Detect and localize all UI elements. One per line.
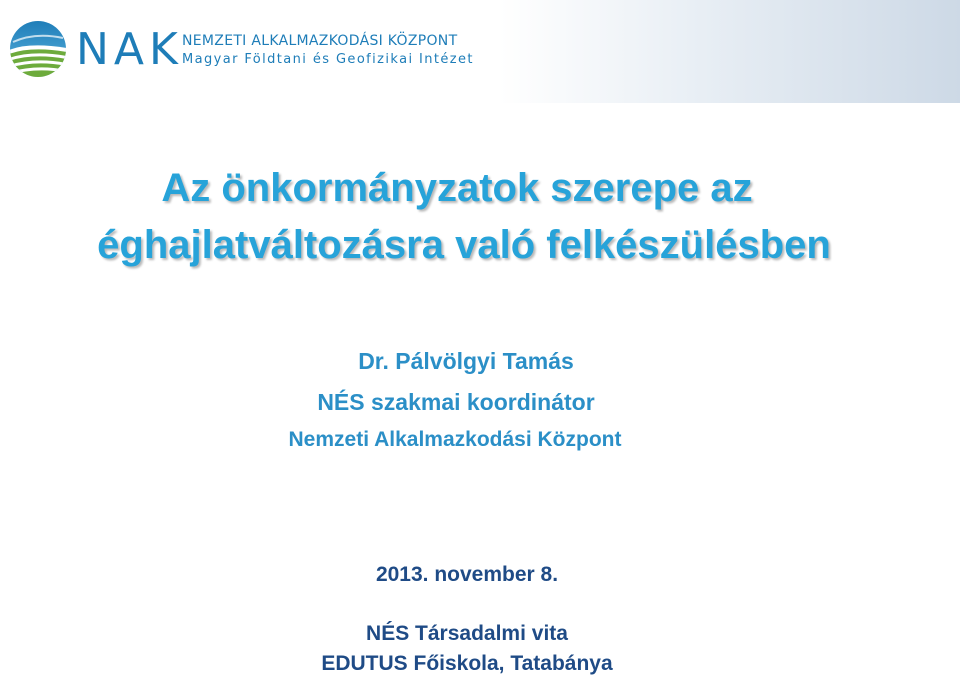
- author-name: Dr. Pálvölgyi Tamás: [358, 348, 574, 374]
- nak-logo-icon: [9, 20, 67, 78]
- logo-wordmark: NAK: [76, 24, 183, 75]
- author-role: NÉS szakmai koordinátor: [317, 389, 595, 415]
- organization-subname: Magyar Földtani és Geofizikai Intézet: [182, 52, 474, 67]
- author-institution: Nemzeti Alkalmazkodási Központ: [288, 428, 622, 451]
- slide-title-line-1: Az önkormányzatok szerepe az: [161, 166, 753, 210]
- slide-title-line-2: éghajlatváltozásra való felkészülésben: [97, 223, 831, 267]
- organization-name: NEMZETI ALKALMAZKODÁSI KÖZPONT: [182, 33, 458, 49]
- event-name: NÉS Társadalmi vita: [366, 622, 568, 645]
- event-date: 2013. november 8.: [375, 563, 559, 586]
- header-band: [0, 0, 960, 103]
- event-venue: EDUTUS Főiskola, Tatabánya: [321, 652, 613, 675]
